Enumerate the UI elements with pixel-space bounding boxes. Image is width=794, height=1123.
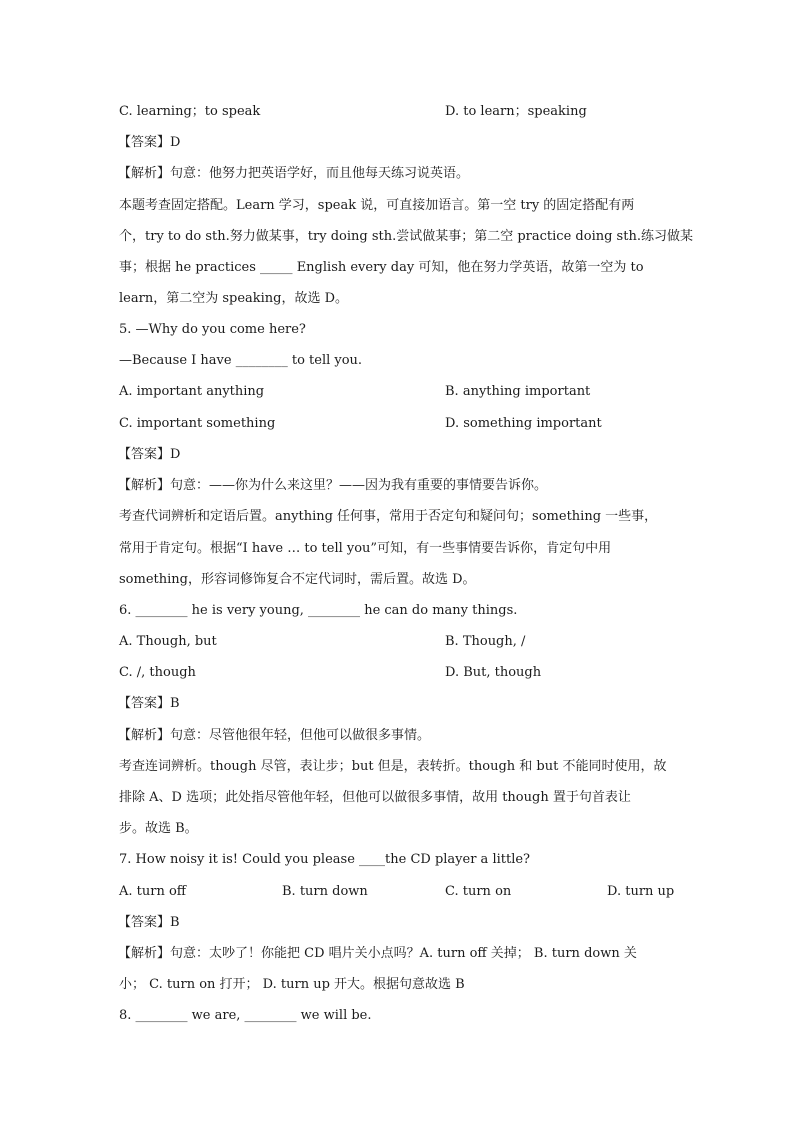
q6-option-b: B. Though, /: [445, 634, 526, 649]
q4-answer: 【答案】D: [118, 135, 181, 150]
q5-analysis-line-1: 【解析】句意：——你为什么来这里？——因为我有重要的事情要告诉你。: [118, 478, 548, 493]
q7-analysis-line-1: 【解析】句意：太吵了！你能把 CD 唱片关小点吗？A. turn off 关掉； B. turn down 关: [118, 946, 637, 961]
q5-answer: 【答案】D: [118, 447, 181, 462]
q5-option-d: D. something important: [445, 416, 602, 431]
q5-option-c: C. important something: [119, 416, 276, 431]
q6-analysis-line-4: 步。故选 B。: [119, 821, 198, 836]
q4-analysis-line-5: learn，第二空为 speaking，故选 D。: [119, 291, 349, 306]
q5-stem-line-1: 5. —Why do you come here?: [119, 322, 306, 337]
q5-stem-line-2: —Because I have ________ to tell you.: [119, 353, 363, 368]
q7-analysis-line-2: 小； C. turn on 打开； D. turn up 开大。根据句意故选 B: [119, 977, 465, 992]
q4-option-c: C. learning；to speak: [119, 104, 261, 119]
q6-stem: 6. ________ he is very young, ________ he can do many things.: [119, 603, 518, 618]
q7-option-c: C. turn on: [445, 884, 512, 899]
q5-option-a: A. important anything: [119, 384, 265, 399]
q7-option-b: B. turn down: [282, 884, 368, 899]
q4-analysis-line-4: 事；根据 he practices _____ English every day 可知，他在努力学英语，故第一空为 to: [119, 260, 644, 275]
q6-analysis-line-2: 考查连词辨析。though 尽管，表让步；but 但是，表转折。though 和 but 不能同时使用，故: [119, 759, 667, 774]
q4-analysis-line-3: 个，try to do sth.努力做某事，try doing sth.尝试做某事；第二空 practice doing sth.练习做某: [119, 229, 693, 244]
q7-stem: 7. How noisy it is! Could you please ____the CD player a little?: [119, 852, 531, 867]
q4-analysis-line-1: 【解析】句意：他努力把英语学好，而且他每天练习说英语。: [118, 166, 470, 181]
q7-option-d: D. turn up: [607, 884, 675, 899]
q7-answer: 【答案】B: [118, 915, 180, 930]
q6-option-c: C. /, though: [119, 665, 196, 680]
q6-analysis-line-1: 【解析】句意：尽管他很年轻，但他可以做很多事情。: [118, 728, 431, 743]
q4-option-d: D. to learn；speaking: [445, 104, 587, 119]
q4-analysis-line-2: 本题考查固定搭配。Learn 学习，speak 说，可直接加语言。第一空 try 的固定搭配有两: [119, 198, 635, 213]
q6-answer: 【答案】B: [118, 696, 180, 711]
q5-analysis-line-2: 考查代词辨析和定语后置。anything 任何事，常用于否定句和疑问句；something 一些事，: [119, 509, 658, 524]
q5-option-b: B. anything important: [445, 384, 591, 399]
q6-analysis-line-3: 排除 A、D 选项；此处指尽管他年轻，但他可以做很多事情，故用 though 置于句首表让: [119, 790, 631, 805]
q5-analysis-line-4: something，形容词修饰复合不定代词时，需后置。故选 D。: [119, 572, 476, 587]
q7-option-a: A. turn off: [119, 884, 187, 899]
q8-stem: 8. ________ we are, ________ we will be.: [119, 1008, 372, 1023]
q5-analysis-line-3: 常用于肯定句。根据“I have … to tell you”可知，有一些事情要告诉你，肯定句中用: [119, 541, 612, 556]
q6-option-d: D. But, though: [445, 665, 542, 680]
q6-option-a: A. Though, but: [119, 634, 217, 649]
